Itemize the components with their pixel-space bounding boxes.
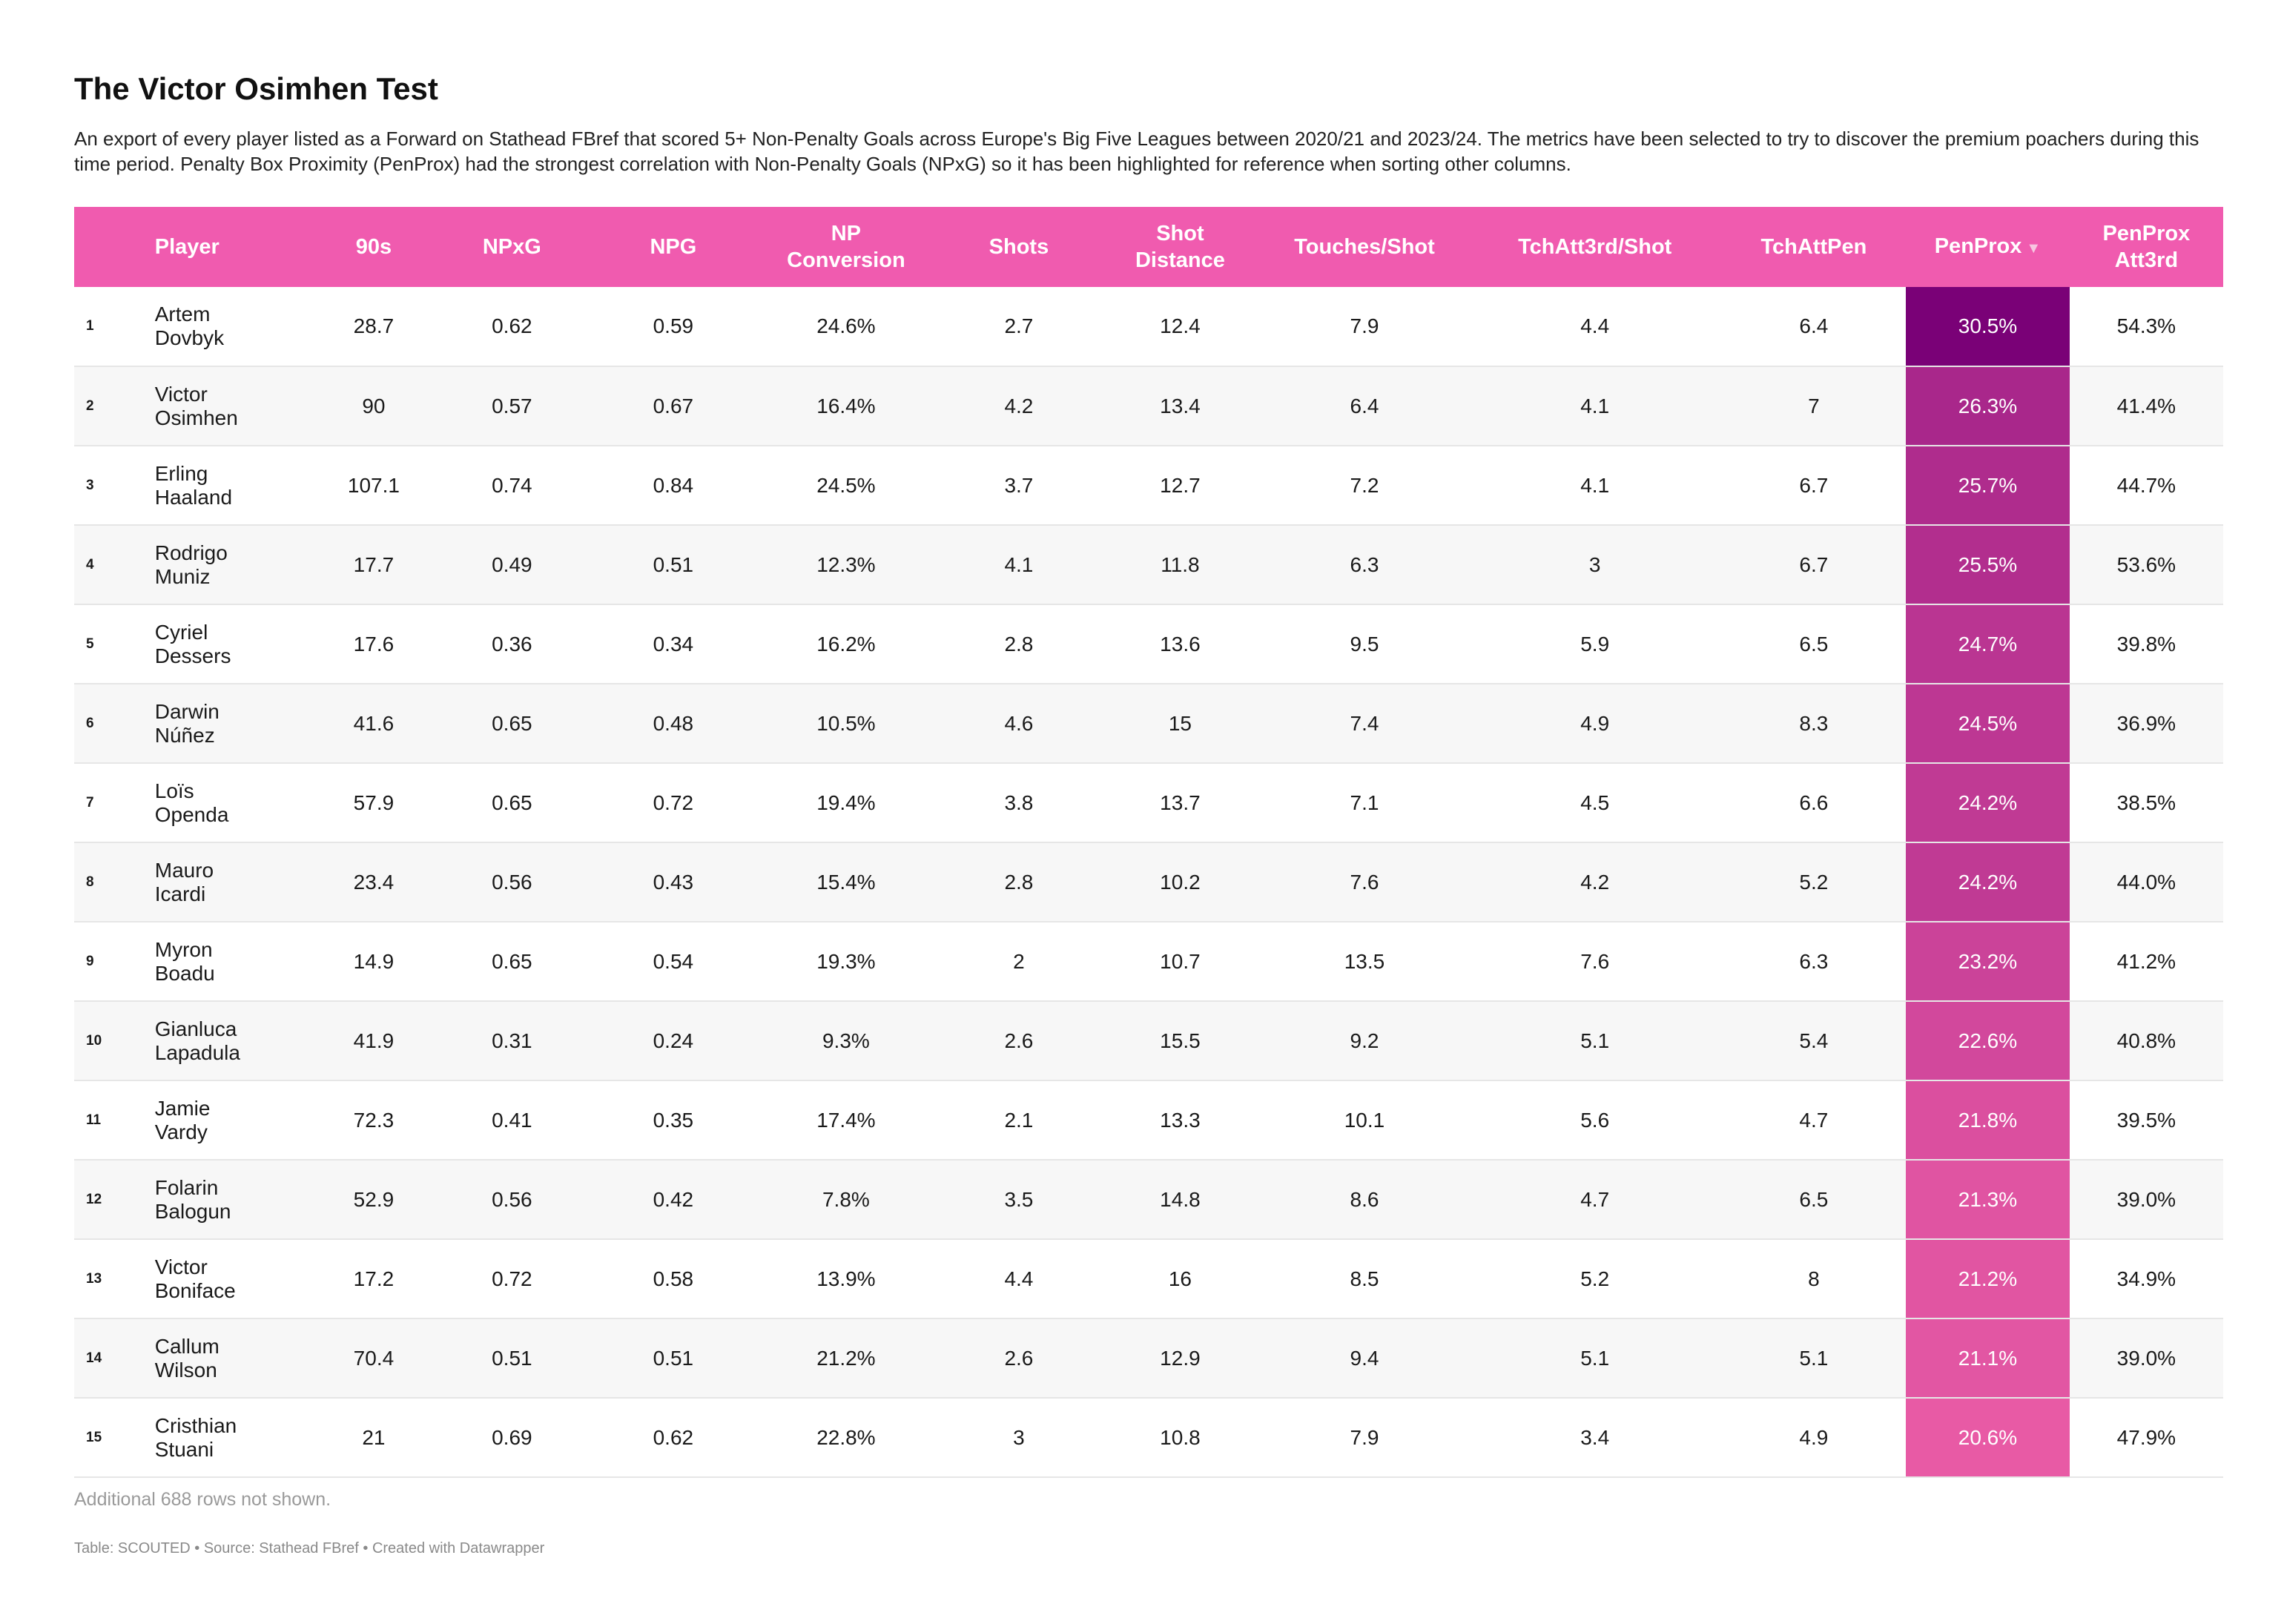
chart-title: The Victor Osimhen Test: [74, 71, 438, 106]
player-last-name: Vardy: [154, 1120, 208, 1143]
player-last-name: Icardi: [154, 882, 206, 905]
cell-penprox-att3rd: 41.4%: [2116, 394, 2176, 417]
cell-penprox: 21.8%: [1906, 1080, 2070, 1160]
cell-90s: 17.6: [353, 632, 395, 656]
header-touches-per-shot[interactable]: Touches/Shot: [1294, 235, 1435, 259]
cell-shot-distance: 13.6: [1160, 632, 1201, 656]
cell-rank: 13: [86, 1270, 102, 1287]
player-first-name: Rodrigo: [154, 541, 228, 564]
cell-90s: 52.9: [353, 1187, 395, 1211]
cell-npg: 0.58: [653, 1267, 694, 1290]
cell-npxg: 0.56: [492, 1187, 532, 1211]
cell-tchatt3rd-per-shot: 7.6: [1580, 949, 1610, 973]
cell-penprox-att3rd: 39.8%: [2116, 632, 2176, 656]
cell-tchattpen: 4.9: [1799, 1425, 1829, 1449]
cell-np-conversion: 21.2%: [816, 1346, 876, 1370]
cell-shots: 4.2: [1004, 394, 1034, 417]
cell-penprox-att3rd: 54.3%: [2116, 314, 2176, 337]
table-row: [74, 287, 2223, 366]
cell-player: [155, 1080, 317, 1160]
player-last-name: Haaland: [154, 485, 233, 509]
cell-tchatt3rd-per-shot: 4.9: [1580, 711, 1610, 735]
cell-penprox: 24.2%: [1906, 842, 2070, 922]
cell-shot-distance: 10.7: [1160, 949, 1201, 973]
cell-np-conversion: 15.4%: [816, 870, 876, 894]
cell-player: [155, 1318, 317, 1398]
cell-np-conversion: 9.3%: [822, 1029, 870, 1052]
player-last-name: Muniz: [154, 564, 211, 588]
cell-penprox-att3rd: 39.0%: [2116, 1346, 2176, 1370]
cell-touches-per-shot: 8.6: [1350, 1187, 1379, 1211]
cell-np-conversion: 19.4%: [816, 790, 876, 814]
cell-np-conversion: 12.3%: [816, 552, 876, 576]
table-row: [74, 366, 2223, 446]
cell-npg: 0.67: [653, 394, 694, 417]
cell-penprox: 21.3%: [1906, 1160, 2070, 1239]
cell-tchattpen: 6.5: [1799, 1187, 1829, 1211]
cell-90s: 41.6: [353, 711, 395, 735]
table-body: [74, 287, 2223, 1477]
cell-np-conversion: 7.8%: [822, 1187, 870, 1211]
cell-penprox-att3rd: 44.7%: [2116, 473, 2176, 497]
cell-tchattpen: 5.1: [1799, 1346, 1829, 1370]
player-first-name: Artem: [154, 303, 211, 326]
chart-subtitle: An export of every player listed as a Forward on Stathead FBref that scored 5+ Non-Penalty Goals across Europe's Big Five Leagues between 2020/21 and 2023/24. The metrics have been selected to try to discover the premium poachers during this time period. Penalty Box Proximity (PenProx) had the strongest correlation with Non-Penalty Goals (NPxG) so it has been highlighted for reference when sorting other columns.: [74, 128, 2199, 175]
cell-penprox-att3rd: 34.9%: [2116, 1267, 2176, 1290]
cell-npxg: 0.65: [492, 949, 532, 973]
player-first-name: Myron: [154, 937, 213, 961]
cell-90s: 28.7: [353, 314, 395, 337]
header-tchattpen[interactable]: TchAttPen: [1760, 235, 1867, 259]
header-penprox-att3rd-line2: Att3rd: [2114, 248, 2179, 272]
cell-np-conversion: 17.4%: [816, 1108, 876, 1132]
cell-player: [155, 1239, 317, 1318]
cell-rank: 14: [86, 1350, 102, 1366]
cell-np-conversion: 10.5%: [816, 711, 876, 735]
header-np-conversion-line1: NP: [831, 222, 862, 245]
player-first-name: Jamie: [154, 1096, 211, 1120]
cell-shots: 2.7: [1004, 314, 1034, 337]
cell-touches-per-shot: 6.4: [1350, 394, 1379, 417]
cell-90s: 17.2: [353, 1267, 395, 1290]
cell-touches-per-shot: 13.5: [1344, 949, 1385, 973]
cell-npg: 0.51: [653, 1346, 694, 1370]
table-row: [74, 684, 2223, 763]
cell-shots: 2: [1013, 949, 1025, 973]
table-row: [74, 1160, 2223, 1239]
cell-shot-distance: 12.9: [1160, 1346, 1201, 1370]
player-last-name: Lapadula: [154, 1040, 240, 1064]
cell-npg: 0.35: [653, 1108, 694, 1132]
cell-tchattpen: 6.7: [1799, 552, 1829, 576]
table-notes: Additional 688 rows not shown.: [74, 1489, 331, 1510]
header-player[interactable]: Player: [154, 235, 220, 259]
cell-shot-distance: 12.7: [1160, 473, 1201, 497]
cell-penprox: 30.5%: [1906, 287, 2070, 366]
cell-rank: 4: [86, 556, 94, 572]
player-first-name: Gianluca: [154, 1017, 237, 1040]
cell-npxg: 0.65: [492, 711, 532, 735]
cell-player: [155, 922, 317, 1001]
cell-tchatt3rd-per-shot: 4.5: [1580, 790, 1610, 814]
cell-tchattpen: 4.7: [1799, 1108, 1829, 1132]
cell-npg: 0.34: [653, 632, 694, 656]
header-shot-distance-line2: Distance: [1135, 248, 1225, 272]
cell-shots: 3.8: [1004, 790, 1034, 814]
cell-rank: 7: [86, 794, 94, 811]
cell-npxg: 0.31: [492, 1029, 532, 1052]
table-row: [74, 763, 2223, 842]
header-npxg[interactable]: NPxG: [482, 235, 541, 259]
cell-shot-distance: 13.7: [1160, 790, 1201, 814]
player-last-name: Dovbyk: [154, 326, 225, 349]
header-rank: [74, 207, 155, 287]
cell-player: [155, 684, 317, 763]
cell-player: [155, 446, 317, 525]
player-last-name: Osimhen: [154, 406, 238, 429]
cell-penprox-att3rd: 44.0%: [2116, 870, 2176, 894]
cell-penprox-att3rd: 39.5%: [2116, 1108, 2176, 1132]
cell-penprox: 25.5%: [1906, 525, 2070, 604]
cell-tchattpen: 5.2: [1799, 870, 1829, 894]
cell-tchatt3rd-per-shot: 4.1: [1580, 394, 1610, 417]
cell-npxg: 0.74: [492, 473, 532, 497]
player-first-name: Callum: [154, 1334, 220, 1358]
cell-penprox-att3rd: 53.6%: [2116, 552, 2176, 576]
cell-90s: 90: [362, 394, 386, 417]
cell-penprox-att3rd: 38.5%: [2116, 790, 2176, 814]
table-row: [74, 1080, 2223, 1160]
player-first-name: Cyriel: [154, 620, 208, 644]
table-row: [74, 842, 2223, 922]
cell-tchatt3rd-per-shot: 3.4: [1580, 1425, 1610, 1449]
cell-npxg: 0.72: [492, 1267, 532, 1290]
cell-rank: 15: [86, 1429, 102, 1445]
cell-tchatt3rd-per-shot: 3: [1588, 552, 1601, 576]
cell-90s: 70.4: [353, 1346, 395, 1370]
cell-player: [155, 763, 317, 842]
cell-penprox-att3rd: 47.9%: [2116, 1425, 2176, 1449]
cell-penprox-att3rd: 40.8%: [2116, 1029, 2176, 1052]
cell-npxg: 0.41: [492, 1108, 532, 1132]
data-table: [74, 207, 2223, 1478]
cell-rank: 9: [86, 953, 94, 969]
header-penprox-att3rd-line1: PenProx: [2102, 222, 2191, 245]
header-shot-distance[interactable]: [1100, 207, 1261, 287]
header-tchatt3rd-per-shot[interactable]: TchAtt3rd/Shot: [1518, 235, 1672, 259]
player-last-name: Núñez: [154, 723, 215, 747]
table-row: [74, 1239, 2223, 1318]
cell-player: [155, 842, 317, 922]
cell-shot-distance: 13.4: [1160, 394, 1201, 417]
cell-npg: 0.42: [653, 1187, 694, 1211]
cell-touches-per-shot: 7.1: [1350, 790, 1379, 814]
cell-tchattpen: 8: [1808, 1267, 1820, 1290]
cell-shots: 2.6: [1004, 1346, 1034, 1370]
cell-90s: 41.9: [353, 1029, 395, 1052]
cell-np-conversion: 24.5%: [816, 473, 876, 497]
cell-shots: 3.5: [1004, 1187, 1034, 1211]
table-row: [74, 446, 2223, 525]
cell-penprox-att3rd: 41.2%: [2116, 949, 2176, 973]
header-row: [74, 207, 2223, 287]
cell-touches-per-shot: 7.4: [1350, 711, 1379, 735]
header-penprox-label: PenProx: [1934, 234, 2022, 258]
player-last-name: Wilson: [154, 1358, 217, 1382]
cell-tchatt3rd-per-shot: 4.1: [1580, 473, 1610, 497]
sort-descending-icon: ▼: [2026, 240, 2042, 257]
cell-rank: 11: [86, 1112, 102, 1128]
cell-shots: 2.6: [1004, 1029, 1034, 1052]
cell-rank: 6: [86, 715, 94, 731]
cell-tchattpen: 6.6: [1799, 790, 1829, 814]
cell-touches-per-shot: 9.2: [1350, 1029, 1379, 1052]
cell-rank: 2: [86, 397, 94, 414]
cell-penprox: 24.7%: [1906, 604, 2070, 684]
cell-tchatt3rd-per-shot: 4.7: [1580, 1187, 1610, 1211]
cell-player: [155, 366, 317, 446]
cell-tchatt3rd-per-shot: 5.1: [1580, 1346, 1610, 1370]
player-first-name: Erling: [154, 461, 208, 485]
cell-npxg: 0.57: [492, 394, 532, 417]
cell-npxg: 0.49: [492, 552, 532, 576]
cell-shots: 4.6: [1004, 711, 1034, 735]
cell-touches-per-shot: 7.9: [1350, 1425, 1379, 1449]
cell-90s: 72.3: [353, 1108, 395, 1132]
cell-tchattpen: 8.3: [1799, 711, 1829, 735]
cell-shot-distance: 14.8: [1160, 1187, 1201, 1211]
player-last-name: Boadu: [154, 961, 215, 985]
cell-rank: 5: [86, 636, 94, 652]
cell-penprox: 24.5%: [1906, 684, 2070, 763]
cell-shot-distance: 12.4: [1160, 314, 1201, 337]
cell-penprox-att3rd: 39.0%: [2116, 1187, 2176, 1211]
table-row: [74, 1001, 2223, 1080]
table-row: [74, 525, 2223, 604]
cell-npxg: 0.69: [492, 1425, 532, 1449]
player-first-name: Darwin: [154, 699, 220, 723]
header-penprox[interactable]: [1906, 207, 2070, 287]
cell-touches-per-shot: 7.6: [1350, 870, 1379, 894]
header-np-conversion[interactable]: [754, 207, 939, 287]
cell-tchattpen: 6.3: [1799, 949, 1829, 973]
cell-tchattpen: 5.4: [1799, 1029, 1829, 1052]
cell-penprox: 20.6%: [1906, 1398, 2070, 1477]
player-first-name: Victor: [154, 382, 208, 406]
cell-npxg: 0.51: [492, 1346, 532, 1370]
cell-tchattpen: 7: [1808, 394, 1820, 417]
cell-npg: 0.62: [653, 1425, 694, 1449]
cell-tchattpen: 6.5: [1799, 632, 1829, 656]
cell-shot-distance: 15.5: [1160, 1029, 1201, 1052]
cell-npg: 0.48: [653, 711, 694, 735]
table-row: [74, 922, 2223, 1001]
cell-shot-distance: 13.3: [1160, 1108, 1201, 1132]
cell-shot-distance: 11.8: [1161, 552, 1200, 576]
cell-rank: 1: [86, 318, 94, 334]
cell-penprox-att3rd: 36.9%: [2116, 711, 2176, 735]
player-last-name: Dessers: [154, 644, 231, 667]
cell-penprox: 26.3%: [1906, 366, 2070, 446]
player-first-name: Victor: [154, 1255, 208, 1278]
cell-90s: 107.1: [347, 473, 400, 497]
cell-npg: 0.59: [653, 314, 694, 337]
cell-shot-distance: 15: [1168, 711, 1192, 735]
cell-shot-distance: 10.2: [1160, 870, 1201, 894]
table-row: [74, 604, 2223, 684]
cell-penprox: 21.2%: [1906, 1239, 2070, 1318]
cell-penprox: 23.2%: [1906, 922, 2070, 1001]
cell-penprox: 22.6%: [1906, 1001, 2070, 1080]
cell-shots: 4.1: [1004, 552, 1034, 576]
cell-np-conversion: 24.6%: [816, 314, 876, 337]
cell-touches-per-shot: 10.1: [1344, 1108, 1385, 1132]
cell-player: [155, 1001, 317, 1080]
cell-touches-per-shot: 7.9: [1350, 314, 1379, 337]
player-first-name: Folarin: [154, 1175, 219, 1199]
cell-npxg: 0.65: [492, 790, 532, 814]
cell-tchattpen: 6.4: [1799, 314, 1829, 337]
table-row: [74, 1318, 2223, 1398]
cell-shots: 4.4: [1004, 1267, 1034, 1290]
cell-npxg: 0.36: [492, 632, 532, 656]
cell-np-conversion: 22.8%: [816, 1425, 876, 1449]
cell-npg: 0.54: [653, 949, 694, 973]
cell-player: [155, 1398, 317, 1477]
cell-npxg: 0.62: [492, 314, 532, 337]
cell-penprox: 21.1%: [1906, 1318, 2070, 1398]
cell-rank: 12: [86, 1191, 102, 1207]
cell-shot-distance: 10.8: [1160, 1425, 1201, 1449]
cell-player: [155, 287, 317, 366]
cell-np-conversion: 16.4%: [816, 394, 876, 417]
cell-npg: 0.72: [653, 790, 694, 814]
cell-shots: 3.7: [1004, 473, 1034, 497]
cell-tchatt3rd-per-shot: 4.4: [1580, 314, 1610, 337]
cell-tchatt3rd-per-shot: 4.2: [1580, 870, 1610, 894]
cell-npxg: 0.56: [492, 870, 532, 894]
cell-tchattpen: 6.7: [1799, 473, 1829, 497]
player-last-name: Openda: [154, 802, 229, 826]
cell-touches-per-shot: 7.2: [1350, 473, 1379, 497]
cell-shots: 3: [1013, 1425, 1025, 1449]
cell-90s: 14.9: [353, 949, 395, 973]
header-shot-distance-line1: Shot: [1156, 222, 1204, 245]
cell-npg: 0.24: [653, 1029, 694, 1052]
cell-90s: 23.4: [353, 870, 395, 894]
cell-touches-per-shot: 8.5: [1350, 1267, 1379, 1290]
cell-player: [155, 525, 317, 604]
cell-rank: 10: [86, 1032, 102, 1049]
cell-90s: 21: [362, 1425, 386, 1449]
cell-shots: 2.8: [1004, 632, 1034, 656]
cell-touches-per-shot: 9.4: [1350, 1346, 1379, 1370]
header-npg[interactable]: NPG: [650, 235, 697, 259]
player-last-name: Boniface: [154, 1278, 236, 1302]
cell-shots: 2.1: [1004, 1108, 1034, 1132]
cell-np-conversion: 13.9%: [816, 1267, 876, 1290]
cell-touches-per-shot: 6.3: [1350, 552, 1379, 576]
header-penprox-att3rd[interactable]: [2070, 207, 2223, 287]
cell-penprox: 24.2%: [1906, 763, 2070, 842]
cell-player: [155, 1160, 317, 1239]
player-first-name: Cristhian: [154, 1413, 237, 1437]
cell-rank: 8: [86, 874, 94, 890]
cell-tchatt3rd-per-shot: 5.1: [1580, 1029, 1610, 1052]
header-np-conversion-line2: Conversion: [787, 248, 905, 272]
player-last-name: Balogun: [154, 1199, 231, 1223]
cell-npg: 0.84: [653, 473, 694, 497]
table-row: [74, 1398, 2223, 1477]
cell-tchatt3rd-per-shot: 5.2: [1580, 1267, 1610, 1290]
cell-shots: 2.8: [1004, 870, 1034, 894]
cell-rank: 3: [86, 477, 94, 493]
cell-tchatt3rd-per-shot: 5.6: [1580, 1108, 1610, 1132]
cell-tchatt3rd-per-shot: 5.9: [1580, 632, 1610, 656]
chart-footer: Table: SCOUTED • Source: Stathead FBref • Created with Datawrapper: [74, 1540, 545, 1557]
header-90s[interactable]: 90s: [355, 235, 392, 259]
cell-90s: 57.9: [353, 790, 395, 814]
player-first-name: Loïs: [154, 779, 194, 802]
cell-90s: 17.7: [353, 552, 395, 576]
cell-npg: 0.51: [653, 552, 694, 576]
cell-shot-distance: 16: [1168, 1267, 1192, 1290]
cell-player: [155, 604, 317, 684]
cell-touches-per-shot: 9.5: [1350, 632, 1379, 656]
cell-npg: 0.43: [653, 870, 694, 894]
header-shots[interactable]: Shots: [988, 235, 1049, 259]
player-last-name: Stuani: [154, 1437, 214, 1461]
cell-penprox: 25.7%: [1906, 446, 2070, 525]
player-first-name: Mauro: [154, 858, 214, 882]
cell-np-conversion: 19.3%: [816, 949, 876, 973]
cell-np-conversion: 16.2%: [816, 632, 876, 656]
